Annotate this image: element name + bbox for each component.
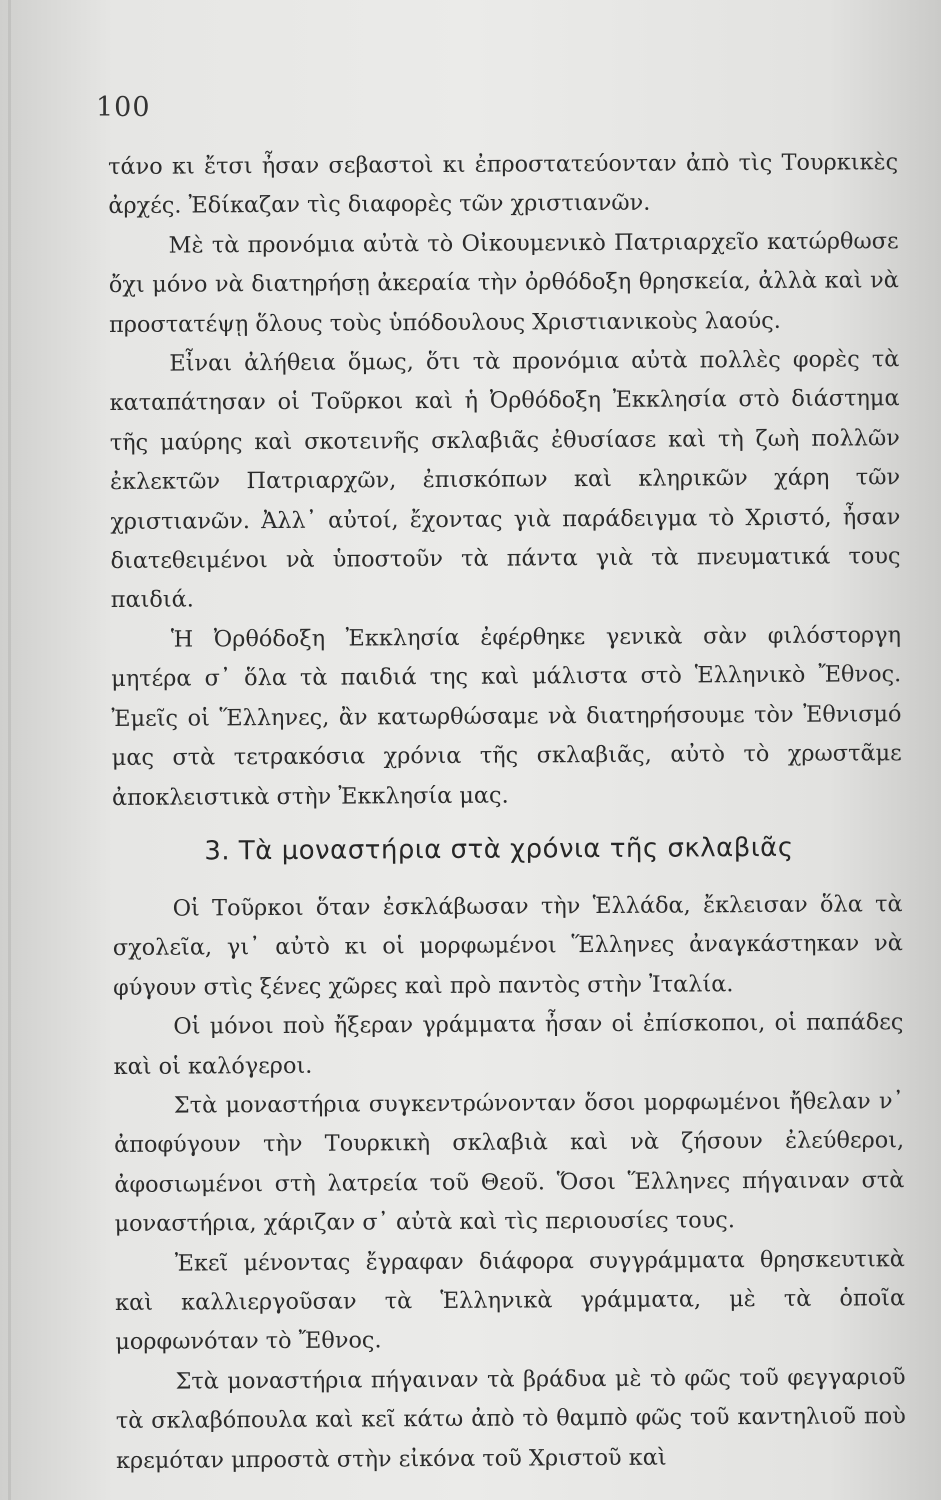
paragraph: Μὲ τὰ προνόμια αὐτὰ τὸ Οἰκουμενικὸ Πατριαρχεῖο κατώρθωσε ὄχι μόνο νὰ διατηρήσῃ ἀκεραία τὴν ὀρθόδοξη θρησκεία, ἀλλὰ καὶ νὰ προστατέψῃ ὅλους τοὺς ὑπόδουλους Χριστιανικοὺς λαούς. <box>108 227 899 338</box>
paragraph: Ἡ Ὀρθόδοξη Ἐκκλησία ἐφέρθηκε γενικὰ σὰν φιλόστοργη μητέρα σ᾽ ὅλα τὰ παιδιά της καὶ μάλιστα στὸ Ἑλληνικὸ Ἔθνος. Ἐμεῖς οἱ Ἕλληνες, ἂν κατωρθώσαμε νὰ διατηρήσουμε τὸν Ἐθνισμό μας στὰ τετρακόσια χρόνια τῆς σκλαβιᾶς, αὐτὸ τὸ χρωστᾶμε ἀποκλειστικὰ στὴν Ἐκκλησία μας. <box>111 622 902 811</box>
paragraph: Στὰ μοναστήρια συγκεντρώνονταν ὅσοι μορφωμένοι ἤθελαν ν᾽ ἀποφύγουν τὴν Τουρκικὴ σκλαβιὰ καὶ νὰ ζήσουν ἐλεύθεροι, ἀφοσιωμένοι στὴ λατρεία τοῦ Θεοῦ. Ὅσοι Ἕλληνες πήγαιναν στὰ μοναστήρια, χάριζαν σ᾽ αὐτὰ καὶ τὶς περιουσίες τους. <box>114 1088 905 1238</box>
paragraph-continuation: τάνο κι ἔτσι ἦσαν σεβαστοὶ κι ἐπροστατεύονταν ἀπὸ τὶς Τουρκικὲς ἀρχές. Ἐδίκαζαν τὶς διαφορὲς τῶν χριστιανῶν. <box>108 149 899 220</box>
paragraph: Ἐκεῖ μένοντας ἔγραφαν διάφορα συγγράμματα θρησκευτικὰ καὶ καλλιεργοῦσαν τὰ Ἑλληνικὰ γράμματα, μὲ τὰ ὁποῖα μορφωνόταν τὸ Ἔθνος. <box>114 1245 906 1356</box>
paragraph: Οἱ Τοῦρκοι ὅταν ἐσκλάβωσαν τὴν Ἑλλάδα, ἔκλεισαν ὅλα τὰ σχολεῖα, γι᾽ αὐτὸ κι οἱ μορφωμένοι Ἕλληνες ἀναγκάστηκαν νὰ φύγουν στὶς ξένες χῶρες καὶ πρὸ παντὸς στὴν Ἰταλία. <box>112 891 903 1001</box>
page-fold-shadow <box>8 0 11 1500</box>
page-body <box>108 143 906 1481</box>
paragraph: Οἱ μόνοι ποὺ ἤξεραν γράμματα ἦσαν οἱ ἐπίσκοποι, οἱ παπάδες καὶ οἱ καλόγεροι. <box>113 1009 904 1080</box>
paragraph: Στὰ μοναστήρια πήγαιναν τὰ βράδυα μὲ τὸ φῶς τοῦ φεγγαριοῦ τὰ σκλαβόπουλα καὶ κεῖ κάτω ἀπὸ τὸ θαμπὸ φῶς τοῦ καντηλιοῦ ποὺ κρεμόταν μπροστὰ στὴν εἰκόνα τοῦ Χριστοῦ καὶ <box>115 1363 906 1474</box>
paragraph: Εἶναι ἀλήθεια ὅμως, ὅτι τὰ προνόμια αὐτὰ πολλὲς φορὲς τὰ καταπάτησαν οἱ Τοῦρκοι καὶ ἡ Ὀρθόδοξη Ἐκκλησία στὸ διάστημα τῆς μαύρης καὶ σκοτεινῆς σκλαβιᾶς ἐθυσίασε καὶ τὴ ζωὴ πολλῶν ἐκλεκτῶν Πατριαρχῶν, ἐπισκόπων καὶ κληρικῶν χάρη τῶν χριστιανῶν. Ἀλλ᾽ αὐτοί, ἔχοντας γιὰ παράδειγμα τὸ Χριστό, ἦσαν διατεθειμένοι νὰ ὑποστοῦν τὰ πάντα γιὰ τὰ πνευματικά τους παιδιά. <box>109 346 901 614</box>
page-number: 100 <box>96 92 151 123</box>
section-heading: 3. Τὰ μοναστήρια στὰ χρόνια τῆς σκλαβιᾶς <box>204 832 794 867</box>
